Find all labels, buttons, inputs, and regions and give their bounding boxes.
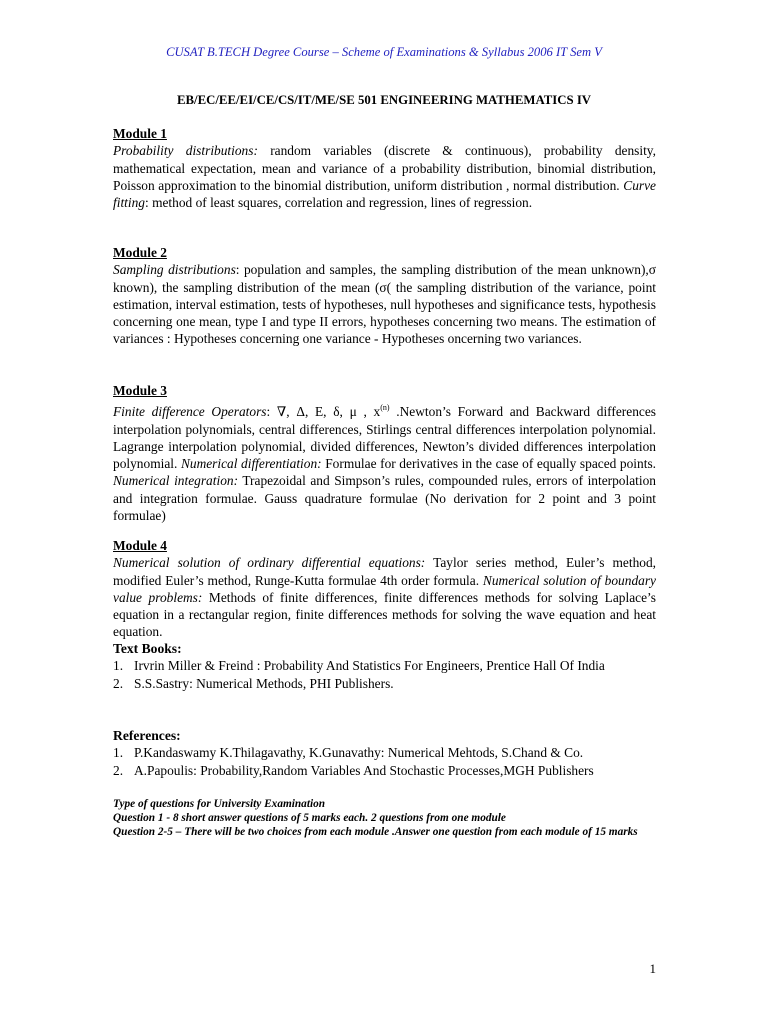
list-item xyxy=(113,657,656,674)
text-run: Taylor series method, Euler’s method, modified Euler’s method, Runge-Kutta formulae 4th order formula. xyxy=(113,555,656,588)
page-number: 1 xyxy=(649,961,656,976)
exam-question-2-5: Question 2-5 – There will be two choices from each module .Answer one question from each module of 15 marks xyxy=(113,826,638,839)
module-3 xyxy=(113,382,656,524)
module-content xyxy=(113,142,656,211)
references-section xyxy=(113,727,656,779)
italic-term: Curve fitting xyxy=(113,177,656,211)
text-run: : method of least squares, correlation and regression, lines of regression. xyxy=(145,195,533,211)
text-books-list xyxy=(113,657,656,692)
module-1 xyxy=(113,125,656,211)
text-run: Methods of finite differences, finite differences methods for solving Laplace’s equation in a rectangular region, finite differences methods for solving the wave equation and heat equation. xyxy=(113,589,656,640)
text-run: Formulae for derivatives in the case of equally spaced points. xyxy=(321,456,657,472)
item-number: 1. xyxy=(113,745,124,761)
references-list xyxy=(113,744,656,779)
module-4 xyxy=(113,537,656,641)
module-content xyxy=(113,261,656,347)
italic-term: Numerical solution of boundary value problems: xyxy=(113,572,656,605)
item-text: Irvrin Miller & Freind : Probability And Statistics For Engineers, Prentice Hall Of India xyxy=(134,658,605,674)
text-books-heading: Text Books: xyxy=(113,641,182,656)
superscript-text: (n) xyxy=(380,403,390,413)
text-run: Trapezoidal and Simpson’s rules, compounded rules, errors of interpolation and integration formulae. Gauss quadrature formulae (No derivation for 2 point and 3 point formulae) xyxy=(113,473,656,524)
text-run: random variables (discrete & continuous), probability density, mathematical expectation, mean and variance of a probability distribution, binomial distribution, Poisson approximation to the binomial distribution, uniform distribution , normal distribution. xyxy=(113,143,656,193)
italic-term: Sampling distributions xyxy=(113,262,236,278)
text-run: : population and samples, the sampling distribution of the mean unknown),σ known), the sampling distribution of the mean (σ( the sampling distribution of the variance, point estimation, interval estimation, tests of hypotheses, null hypotheses and significance tests, hypothesis concerning one mean, type I and type II errors, hypotheses concerning two means. The estimation of variances : Hypotheses concerning one variance - Hypotheses oncerning two variances. xyxy=(113,262,656,347)
module-heading: Module 1 xyxy=(113,126,167,141)
item-text: P.Kandaswamy K.Thilagavathy, K.Gunavathy: Numerical Mehtods, S.Chand & Co. xyxy=(134,745,584,761)
exam-pattern xyxy=(113,797,656,840)
italic-term: Probability distributions: xyxy=(113,143,258,159)
text-run: .Newton’s Forward and Backward differences interpolation polynomials, central differences, Stirlings central differences interpolation polynomial. Lagrange interpolation polynomial, divided differences, Newton’s divided differences interpolation polynomial. xyxy=(113,404,656,472)
item-text: S.S.Sastry: Numerical Methods, PHI Publishers. xyxy=(134,675,394,691)
italic-term: Numerical integration: xyxy=(113,473,239,489)
item-number: 1. xyxy=(113,658,124,674)
italic-term: Numerical differentiation: xyxy=(180,456,322,472)
module-heading: Module 2 xyxy=(113,245,167,260)
references-heading: References: xyxy=(113,728,181,743)
item-text: A.Papoulis: Probability,Random Variables And Stochastic Processes,MGH Publishers xyxy=(134,762,594,778)
module-content xyxy=(113,399,656,524)
item-number: 2. xyxy=(113,675,124,691)
text-books-section xyxy=(113,640,656,692)
exam-heading: Type of questions for University Examination xyxy=(113,798,326,810)
list-item xyxy=(113,675,656,692)
module-heading: Module 4 xyxy=(113,538,167,553)
module-2 xyxy=(113,244,656,348)
module-content xyxy=(113,554,656,640)
course-title: EB/EC/EE/EI/CE/CS/IT/ME/SE 501 ENGINEERING MATHEMATICS IV xyxy=(176,93,592,107)
module-heading: Module 3 xyxy=(113,383,167,398)
item-number: 2. xyxy=(113,762,124,778)
list-item xyxy=(113,762,656,779)
italic-term: Numerical solution of ordinary differential equations: xyxy=(113,555,426,571)
page-header: CUSAT B.TECH Degree Course – Scheme of Examinations & Syllabus 2006 IT Sem V xyxy=(166,45,602,59)
italic-term: Finite difference Operators xyxy=(113,404,267,420)
text-run: : ∇, Δ, E, δ, μ , x xyxy=(266,404,381,420)
exam-question-1: Question 1 - 8 short answer questions of 5 marks each. 2 questions from one module xyxy=(113,812,506,825)
list-item xyxy=(113,744,656,761)
